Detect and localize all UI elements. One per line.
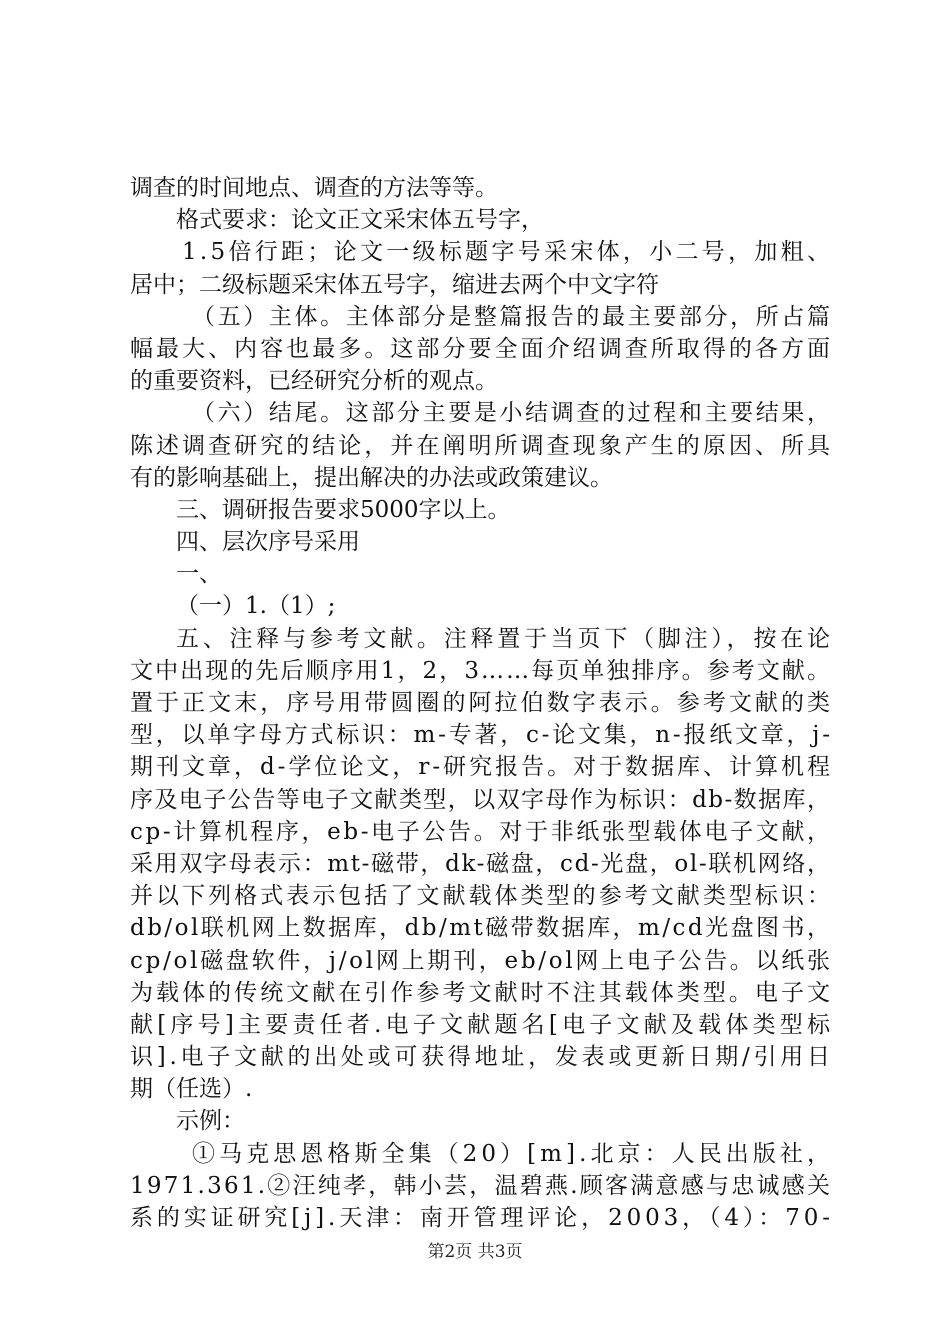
- text-line: 1.5倍行距；论文一级标题字号采宋体，小二号，加粗、: [182, 239, 834, 266]
- text-line: 献[序号]主要责任者.电子文献题名[电子文献及载体类型标: [130, 1011, 835, 1038]
- text-line: cp/ol磁盘软件，j/ol网上期刊，eb/ol网上电子公告。以纸张: [130, 947, 833, 974]
- page-footer: 第2页 共3页: [427, 1242, 523, 1262]
- text-line: （五）主体。主体部分是整篇报告的最主要部分，所占篇: [192, 303, 833, 330]
- text-line: 期（任选）.: [130, 1076, 253, 1103]
- text-line: 识].电子文献的出处或可获得地址，发表或更新日期/引用日: [130, 1044, 834, 1071]
- text-line: 格式要求：论文正文采宋体五号字，: [176, 207, 544, 234]
- text-line: 1971.361.②汪纯孝，韩小芸，温碧燕.顾客满意感与忠诚感关: [130, 1172, 833, 1199]
- text-line: 的重要资料，已经研究分析的观点。: [130, 368, 498, 395]
- text-line: 型，以单字母方式标识：m-专著，c-论文集，n-报纸文章，j-: [130, 722, 833, 749]
- text-line: 一、: [176, 561, 222, 588]
- text-line: 示例：: [176, 1108, 245, 1135]
- text-line: ①马克思恩格斯全集（20）[m].北京：人民出版社，: [192, 1140, 835, 1167]
- text-line: 采用双字母表示：mt-磁带，dk-磁盘，cd-光盘，ol-联机网络，: [130, 850, 832, 877]
- text-line: 三、调研报告要求5000字以上。: [176, 496, 511, 523]
- text-line: （一）1.（1）;: [176, 593, 336, 620]
- text-line: db/ol联机网上数据库，db/mt磁带数据库，m/cd光盘图书，: [130, 915, 833, 942]
- text-line: 调查的时间地点、调查的方法等等。: [130, 175, 498, 201]
- text-line: 序及电子公告等电子文献类型，以双字母作为标识：db-数据库，: [130, 786, 832, 813]
- text-line: cp-计算机程序，eb-电子公告。对于非纸张型载体电子文献，: [130, 818, 833, 845]
- text-line: 陈述调查研究的结论，并在阐明所调查现象产生的原因、所具: [130, 432, 834, 459]
- text-line: 文中出现的先后顺序用1，2，3……每页单独排序。参考文献。: [130, 657, 833, 684]
- text-line: 四、层次序号采用: [176, 529, 360, 556]
- text-line: 为载体的传统文献在引作参考文献时不注其载体类型。电子文: [130, 979, 834, 1006]
- body-text: [130, 172, 835, 1234]
- text-line: 有的影响基础上，提出解决的办法或政策建议。: [130, 464, 613, 491]
- text-line: 置于正文末，序号用带圆圈的阿拉伯数字表示。参考文献的类: [130, 690, 834, 716]
- text-line: 居中；二级标题采宋体五号字，缩进去两个中文字符: [130, 271, 659, 298]
- text-line: （六）结尾。这部分主要是小结调查的过程和主要结果，: [192, 400, 833, 427]
- text-line: 五、注释与参考文献。注释置于当页下（脚注），按在论: [176, 625, 834, 652]
- text-line: 期刊文章，d-学位论文，r-研究报告。对于数据库、计算机程: [130, 754, 833, 781]
- text-line: 幅最大、内容也最多。这部分要全面介绍调查所取得的各方面: [130, 335, 834, 362]
- text-line: 并以下列格式表示包括了文献载体类型的参考文献类型标识：: [130, 883, 834, 910]
- text-line: 系的实证研究[j].天津：南开管理评论，2003，（4）：70-: [130, 1205, 834, 1231]
